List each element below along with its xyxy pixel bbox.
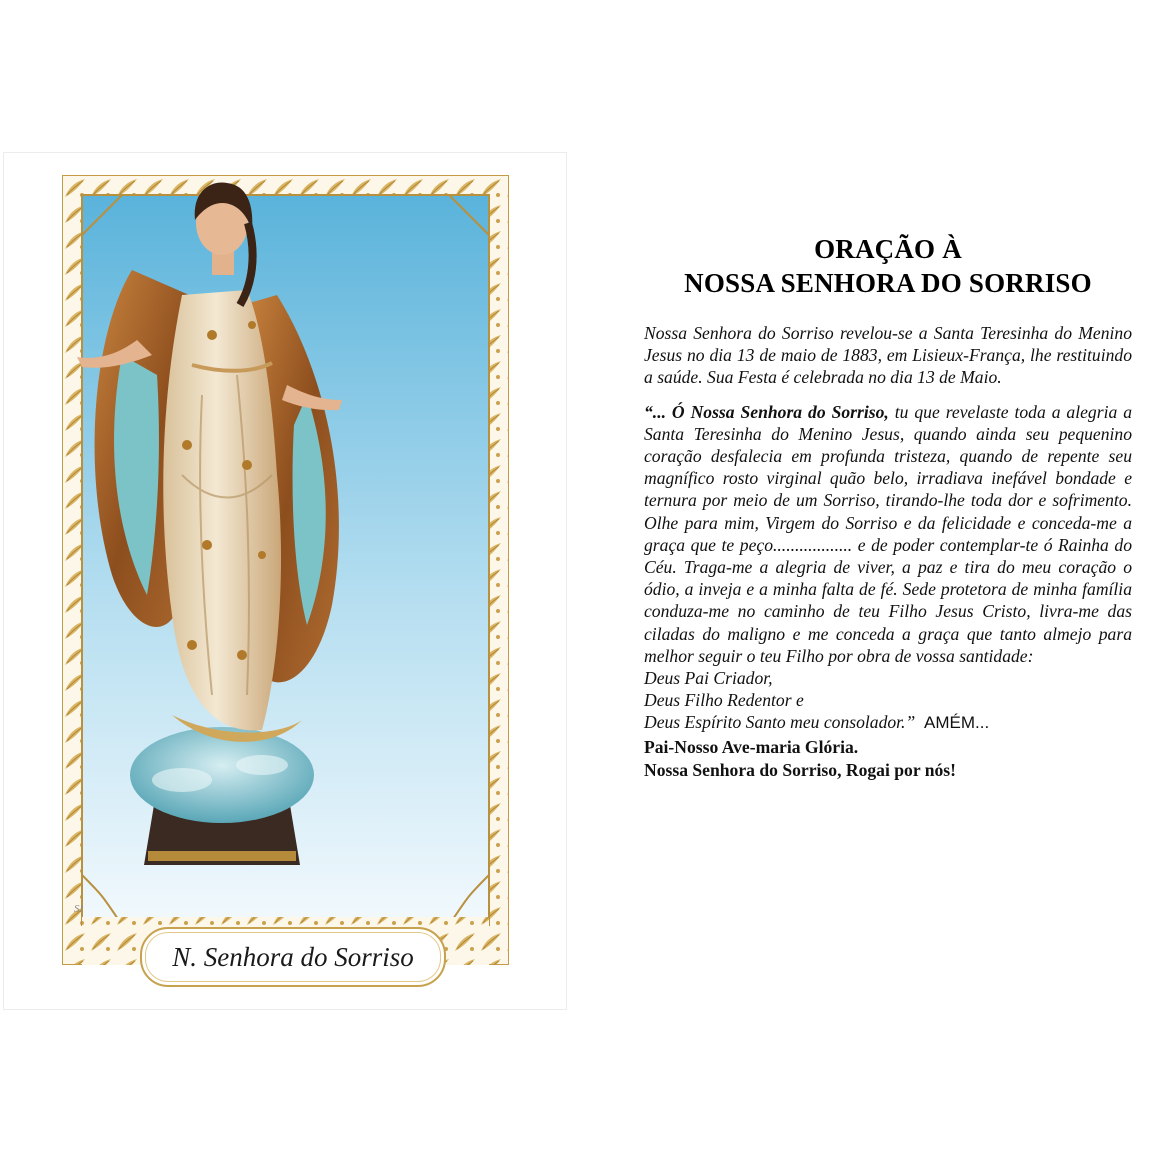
prayer-intro: Nossa Senhora do Sorriso revelou-se a Santa Teresinha do Menino Jesus no dia 13 de maio de 1883, em Lisieux-França, lhe restituindo a saúde. Sua Festa é celebrada no dia 13 de Maio. (644, 323, 1132, 388)
line-spirit: Deus Espírito Santo meu consolador.” (644, 712, 916, 733)
prayer-text-block (644, 232, 1132, 781)
line-father: Deus Pai Criador, (644, 668, 773, 689)
prayer-body-text: tu que revelaste toda a alegria a Santa Teresinha do Menino Jesus, quando ainda seu pequenino coração desfalecia em profunda tristeza, quando de repente seu magnífico rosto virginal quão belo, irradiava inefável bondade e ternura por meio de um Sorriso, tirando-lhe toda dor e sofrimento. Olhe para mim, Virgem do Sorriso e da felicidade e conceda-me a graça que te peço.................. e de poder contemplar-te ó Rainha do Céu. Traga-me a alegria de viver, a paz e tira do meu coração o ódio, a inveja e a minha falta de fé. Sede protetora de minha família conduza-me no caminho de teu Filho Jesus Cristo, livra-me das ciladas do maligno e me conceda a graça que tanto almejo para melhor seguir o teu Filho por obra de vossa santidade: (644, 401, 1132, 666)
title-line-1: ORAÇÃO À (814, 234, 962, 264)
artist-signature: S! (74, 903, 84, 915)
prayer-body (644, 401, 1132, 735)
prayer-title (644, 232, 1132, 300)
prayer-invocation: “... Ó Nossa Senhora do Sorriso, (644, 401, 889, 422)
line-spirit-wrap (644, 711, 1132, 734)
card-caption: N. Senhora do Sorriso (172, 941, 414, 972)
title-line-2: NOSSA SENHORA DO SORRISO (684, 268, 1092, 298)
line-son: Deus Filho Redentor e (644, 690, 804, 711)
amen-text: AMÉM... (924, 713, 990, 733)
closing-line-1: Pai-Nosso Ave-maria Glória. (644, 736, 859, 757)
closing-line-2: Nossa Senhora do Sorriso, Rogai por nós! (644, 759, 957, 780)
ornate-frame (62, 175, 509, 972)
caption-plate (140, 927, 446, 987)
holy-card (3, 152, 567, 1010)
statue-image (62, 175, 382, 865)
prayer-card-sheet (0, 152, 1160, 1010)
